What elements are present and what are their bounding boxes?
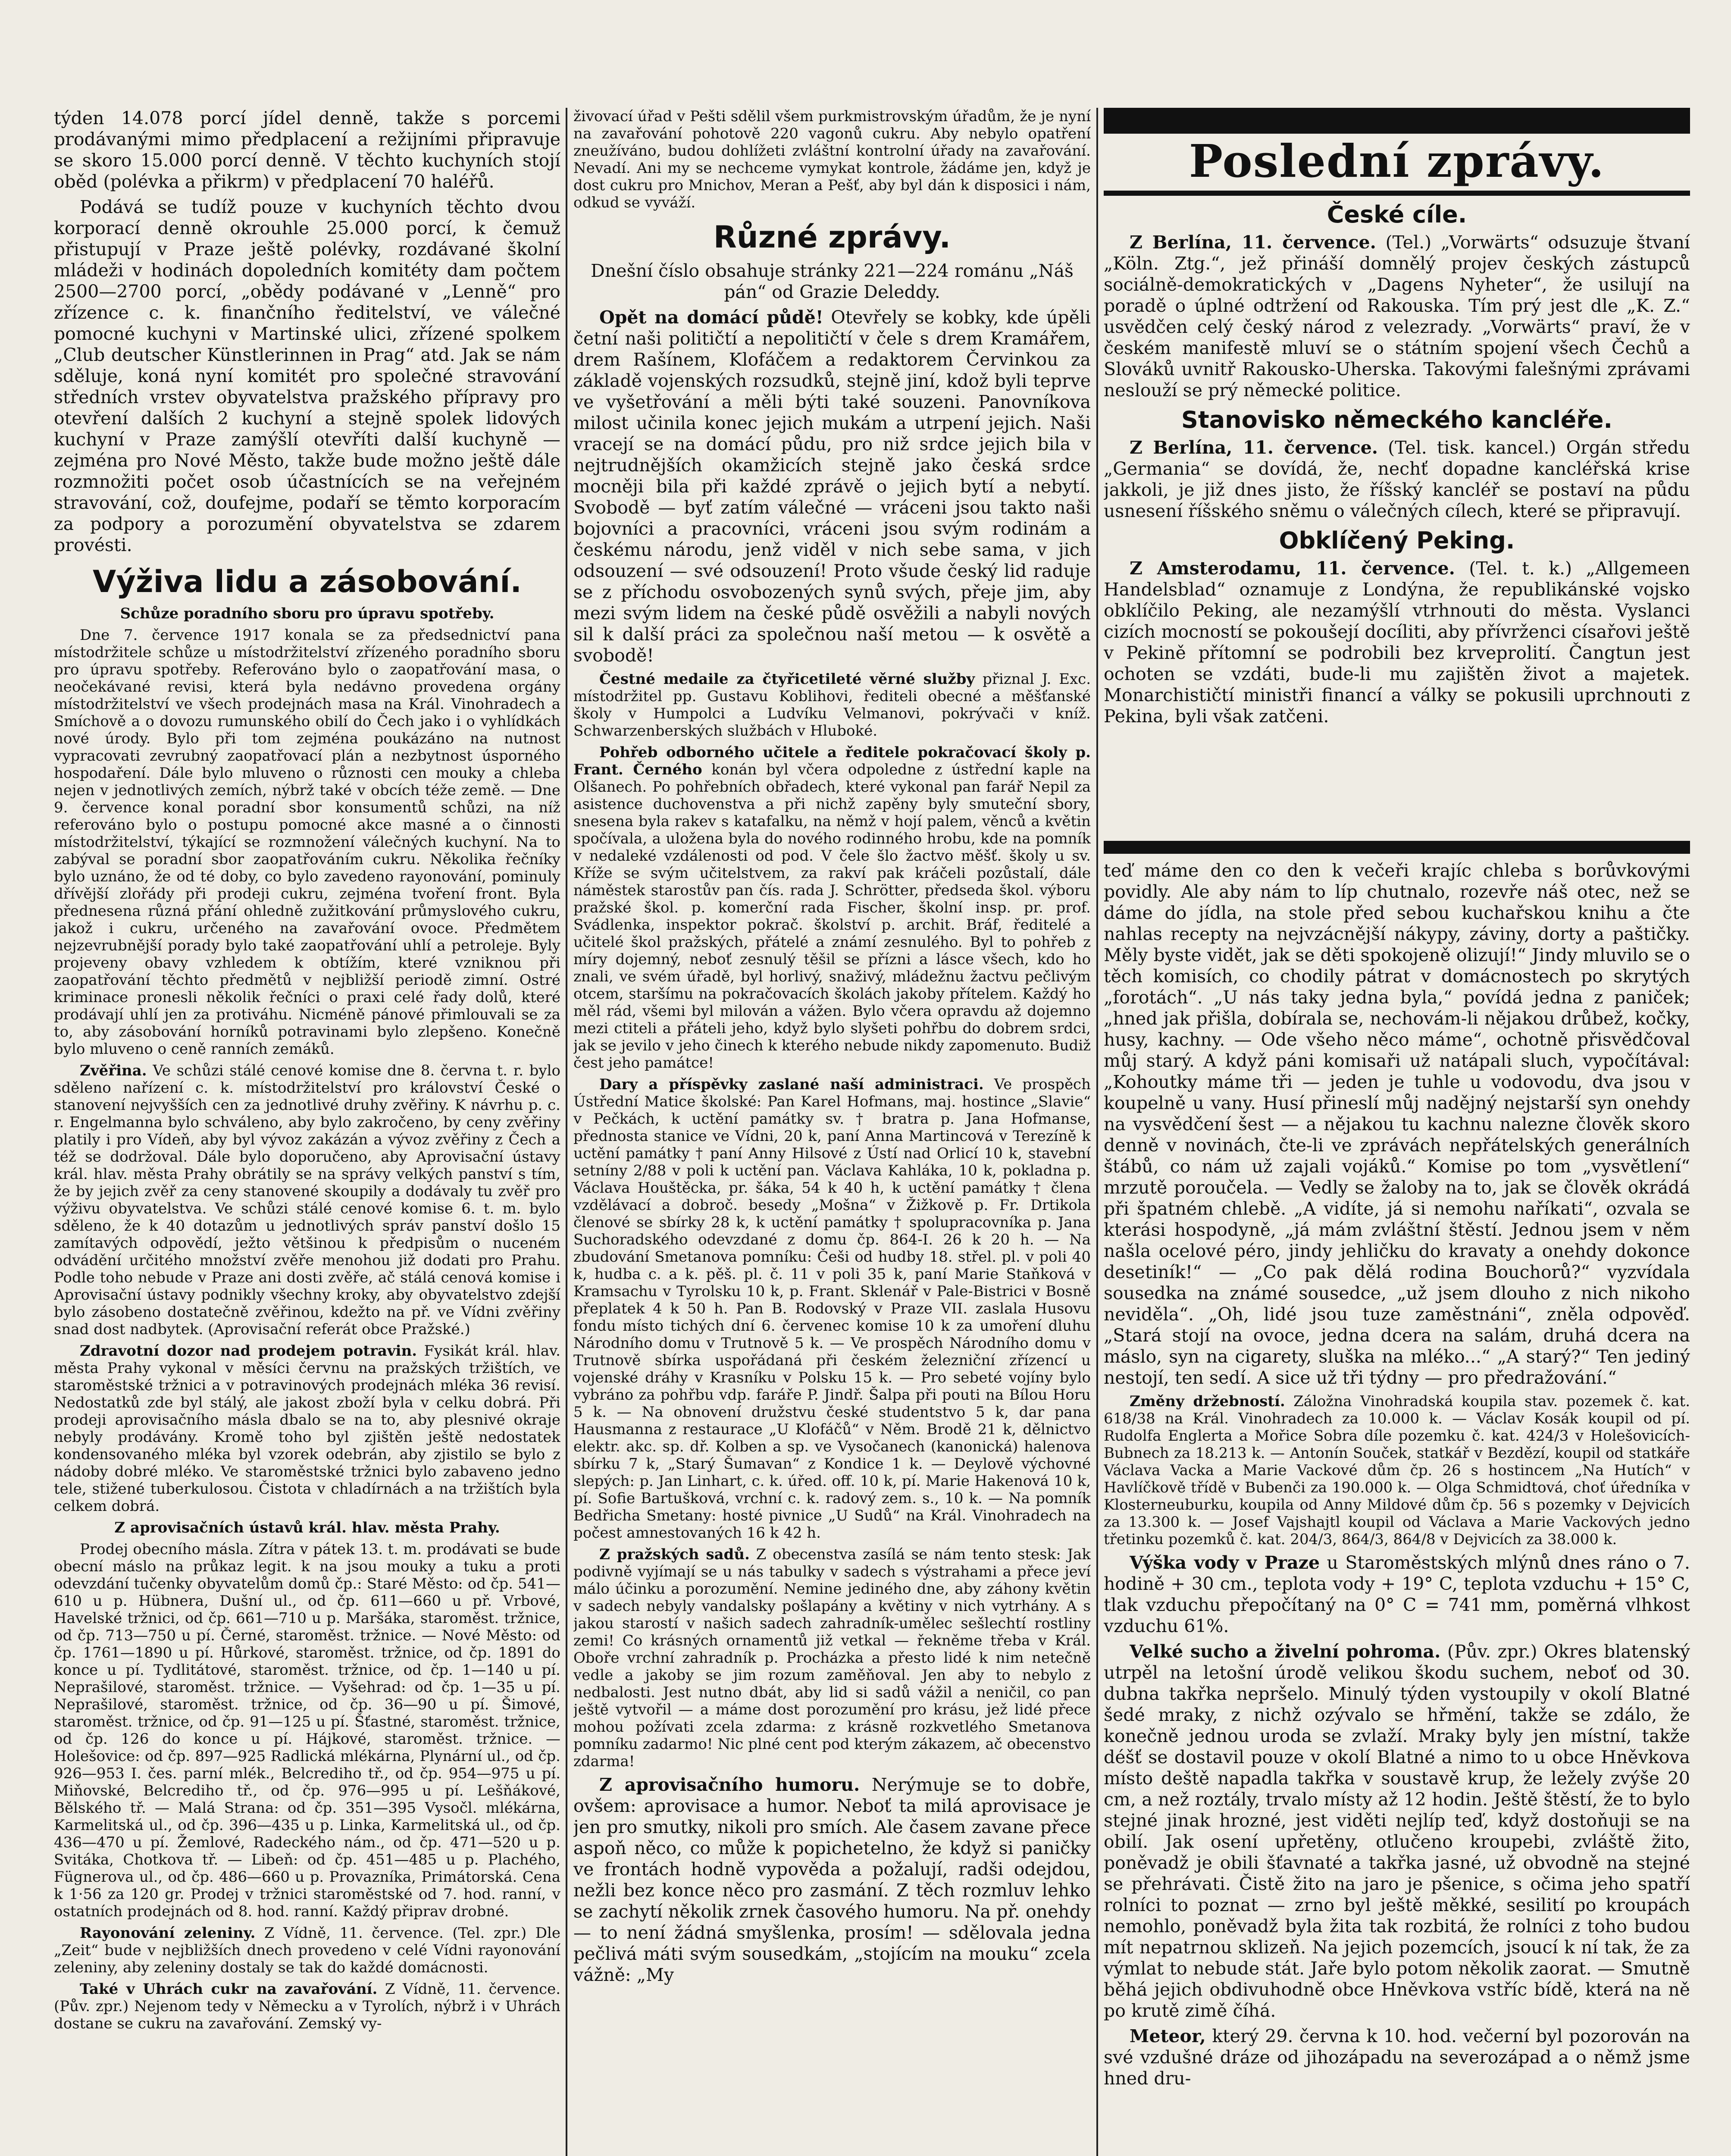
article-paragraph: Z Berlína, 11. července. (Tel. tisk. kancel.) Orgán středu „Germania“ se dovídá, že, nechť dopadne kancléřská krise jakkoli, je již dnes jisto, že říšský kancléř se postaví na půdu usnesení říšského sněmu o válečných cílech, které se připravují.	[1104, 437, 1690, 521]
article-paragraph: Čestné medaile za čtyřicetileté věrné služby přiznal J. Exc. místodržitel pp. Gustavu Koblihovi, řediteli obecné a měšťanské školy v Humpolci a Ludvíku Velmanovi, pokrývači v kníž. Schwarzenberských službách v Hluboké.	[573, 671, 1091, 740]
lead-in: Z pražských sadů.	[599, 1546, 750, 1563]
lead-in: Rayonování zeleniny.	[80, 1924, 256, 1942]
lead-in: Pohřeb odborného učitele a ředitele pokračovací školy p. Frant. Černého	[573, 744, 1091, 778]
heading-ceske-cile: České cíle.	[1327, 201, 1467, 228]
lead-in: Z aprovisačního humoru.	[599, 1774, 860, 1795]
lead-in: Změny držebností.	[1130, 1393, 1285, 1410]
heading-peking: Obklíčený Peking.	[1279, 527, 1515, 554]
article-subheading: Z aprovisačních ústavů král. hlav. města Prahy.	[114, 1519, 500, 1536]
column-3-continued	[1104, 860, 1690, 2156]
column-2	[573, 108, 1091, 2156]
article-paragraph: živovací úřad v Pešti sdělil všem purkmistrovským úřadům, že je nyní na zavařování pohotově 220 vagonů cukru. Aby nebylo opatření zneužíváno, budou dohlížeti zvláštní kontrolní úřady na zavařování. Nevadí. Ani my se nechceme vymykat kontrole, žádáme jen, když je dost cukru pro Mnichov, Meran a Pešť, aby byl dán k disposici i nám, odkud se vyváží.	[573, 108, 1091, 211]
article-paragraph: Pohřeb odborného učitele a ředitele pokračovací školy p. Frant. Černého konán byl včera odpoledne z ústřední kaple na Olšanech. Po pohřebních obřadech, které vykonal pan farář Nepil za asistence duchovenstva a při nichž zapěny byly smuteční sbory, snesena byla rakev s katafalku, na němž v hojí palem, věnců a květin spočívala, a uložena byla do nového rodinného hrobu, kde na pomník v nedaleké vzdálenosti od pod. V čele šlo žactvo měšť. školy u sv. Kříže se svým učitelstvem, za rakví pak kráčeli pozůstalí, dále náměstek starostův pan čís. rada J. Schrötter, předseda škol. výboru pražské škol. p. komerční rada Fischer, školní insp. pr. prof. Svádlenka, inspektor pokrač. školství p. archit. Bráf, ředitelé a učitelé škol pražských, přátelé a známí zesnulého. Byl to pohřeb z míry dojemný, neboť zesnulý těšil se přízni a lásce všech, kdo ho znali, ve svém úřadě, byl horlivý, snaživý, mládežnu žactvu pečlivým otcem, staršímu na pokračovacích školách jakoby přítelem. Každý ho měl rád, všemi byl milován a vážen. Bylo včera opravdu až dojemno mezi ctiteli a přáteli jeho, když bylo slyšeti pohřbu do dobrem srdci, jak se jevilo v jeho činech k kterého nebude nikdy zapomenuto. Budiž čest jeho památce!	[573, 744, 1091, 1072]
article-paragraph: Z Berlína, 11. července. (Tel.) „Vorwärts“ odsuzuje štvaní „Köln. Ztg.“, jež přináší domnělý projev českých zástupců sociálně-demokratických v „Dagens Nyheter“, že usilují na poradě o úplné odtržení od Rakouska. Tím prý jest dle „K. Z.“ usvědčen celý český národ z velezrady. „Vorwärts“ praví, že v českém manifestě mluví se o státním spojení všech Čechů a Slováků uvnitř Rakousko-Uherska. Takovými falešnými zprávami neslouží se prý německé politice.	[1104, 232, 1690, 401]
section-heading-ruzne: Různé zprávy.	[713, 219, 951, 255]
column-divider	[1096, 108, 1098, 2156]
article-subheading: Schůze poradního sboru pro úpravu spotřeby.	[120, 605, 495, 622]
column-3-latest-news	[1104, 108, 1690, 837]
article-paragraph: Také v Uhrách cukr na zavařování. Z Vídně, 11. července. (Pův. zpr.) Nejenom tedy v Německu a v Tyrolích, nýbrž i v Uhrách dostane se cukru na zavařování. Zemský vy-	[54, 1981, 560, 2032]
heading-stanovisko: Stanovisko německého kancléře.	[1181, 406, 1612, 433]
banner-rule	[1104, 108, 1690, 134]
lead-in: Z Berlína, 11. července.	[1130, 437, 1378, 458]
article-paragraph: Zvěřina. Ve schůzi stálé cenové komise dne 8. června t. r. bylo sděleno nařízení c. k. místodržitelství pro království České o stanovení nejvyšších cen za jednotlivé druhy zvěřiny. K návrhu p. c. r. Engelmanna bylo schváleno, aby bylo zakročeno, by ceny zvěřiny platily i pro Vídeň, aby byl vývoz zakázán a vývoz zvěřiny z Čech a též se dodržoval. Dále bylo doporučeno, aby Aprovisační ústavy král. hlav. města Prahy obrátily se na správy velkých panství s tím, že by jejich zvěř za ceny stanovené skoupily a dodávaly tu zvěř pro výživu obyvatelstva. Ve schůzi stálé cenové komise 6. t. m. bylo sděleno, že k 40 dotazům u jednotlivých správ panství došlo 15 zamítavých odpovědí, ježto většinou k předpisům o nuceném odvádění určitého množství zvěře menohou již dodati pro Prahu. Podle toho nebude v Praze ani dosti zvěře, ač stálá cenová komise i Aprovisační ústavy podnikly všechny kroky, aby obyvatelstvo zdejší bylo zásobeno dostatečně zvěřinou, kdežto na př. ve Vídni zvěřiny snad dost nadbytek. (Aprovisační referát obce Pražské.)	[54, 1062, 560, 1338]
banner-rule	[1104, 191, 1690, 196]
lead-in: Dary a příspěvky zaslané naší administraci.	[599, 1076, 984, 1093]
article-paragraph: Dnešní číslo obsahuje stránky 221—224 románu „Náš pán“ od Grazie Deleddy.	[591, 260, 1074, 302]
article-paragraph: Podává se tudíž pouze v kuchyních těchto dvou korporací denně okrouhle 25.000 porcí, k čemuž přistupují v Praze ještě polévky, rozdávané školní mládeži v hodinách dopoledních komitéty dam počtem 2500—2700 porcí, „obědy podávané v „Lenně“ pro zřízence c. k. finančního ředitelství, ve válečné pomocné kuchyni v Martinské ulici, zřízené spolkem „Club deutscher Künstlerinnen in Prag“ atd. Jak se nám sděluje, koná nyní komitét pro společné stravování středních vrstev obyvatelstva pražského přípravy pro otevření dalších 2 kuchyní a stejně spolek lidových kuchyní v Praze zamýšlí otevříti další kuchyně — zejména pro Nové Město, takže bude možno ještě dále rozmnožiti počet osob účastnících se na veřejném stravování, což, doufejme, podaří se těmto korporacím za podpory a porozumění obyvatelstva se zdarem provésti.	[54, 197, 560, 555]
latest-news-banner: Poslední zprávy.	[1189, 135, 1605, 188]
article-paragraph: Zdravotní dozor nad prodejem potravin. Fysikát král. hlav. města Prahy vykonal v měsíci červnu na pražských tržištích, ve staroměstské tržnici a v potravinových prodejnách mléka 36 revisí. Nedostatků zde byl stálý, ale jakost zboží byla v celku dobrá. Při prodeji aprovisačního másla dbalo se na to, aby plesnivé okraje nebyly prodávány. Kromě toho byl zjištěn ještě nedostatek kondensovaného mléka byl vzorek odebrán, aby zjistilo se bylo z nádoby dobré mléko. Ve staroměstské tržnici bylo zabaveno jedno tele, stižené tuberkulosou. Čistota v chladírnách a na tržištích byla celkem dobrá.	[54, 1342, 560, 1515]
lead-in: Čestné medaile za čtyřicetileté věrné služby	[599, 671, 975, 688]
column-1	[54, 108, 560, 2156]
lead-in: Velké sucho a živelní pohroma.	[1130, 1641, 1441, 1662]
article-paragraph: Meteor, který 29. června k 10. hod. večerní byl pozorován na své vzdušné dráze od jihozápadu na severozápad a o němž jsme hned dru-	[1104, 2026, 1690, 2089]
article-paragraph: Změny držebností. Záložna Vinohradská koupila stav. pozemek č. kat. 618/38 na Král. Vinohradech za 10.000 k. — Václav Kosák koupil od pí. Rudolfa Englerta a Mořice Sobra díle pozemku č. kat. 424/3 v Holešovicích-Bubnech za 18.213 k. — Antonín Souček, statkář v Bezdězí, koupil od statkáře Václava Vacka a Marie Vackové dům čp. 26 s hostincem „Na Hutích“ v Havlíčkově třídě v Bubenči za 190.000 k. — Olga Schmidtová, choť úředníka v Klosterneuburku, koupila od Anny Mildové dům čp. 56 s pozemky v Dejvicích za 13.300 k. — Josef Vajshajtl koupil od Václava a Marie Vackových jedno třetinku pozemků č. kat. 204/3, 864/3, 864/8 v Dejvicích za 38.000 k.	[1104, 1393, 1690, 1548]
lead-in: Zdravotní dozor nad prodejem potravin.	[80, 1342, 417, 1360]
article-paragraph: Dne 7. července 1917 konala se za předsednictví pana místodržitele schůze u místodržitelství zřízeného poradního sboru pro úpravu spotřeby. Referováno bylo o zaopatřování masa, o neočekávané revisi, která byla nedávno provedena orgány místodržitelství ve všech prodejnách masa na Král. Vinohradech a Smíchově a o dovozu rumunského obilí do Čech jako i o vyhlídkách nové úrody. Bylo při tom zejména poukázáno na nutnost vypracovati zevrubný zaopatřovací plán a nezbytnost úsporného hospodaření. Dále bylo mluveno o různosti cen mouky a chleba nejen v jednotlivých zemích, nýbrž také v obcích téže země. — Dne 9. července konal poradní sbor konsumentů schůzi, na níž referováno bylo o postupu pomocné akce masné a o činnosti místodržitelství, týkající se rozmnožení válečných kuchyní. Na to zabýval se poradní sbor zaopatřováním cukru. Několika řečníky bylo uznáno, že od té doby, co bylo zavedeno rayonování, pominuly dřívější zlořády při prodeji cukru, zejména tvoření front. Byla přednesena různá přání ohledně zužitkování průmyslového cukru, jakož i cukru, určeného na zavařování ovoce. Předmětem nejzevrubnější porady bylo také zaopatřování uhlí a petroleje. Byly projeveny obavy vzhledem k obtížím, které vzniknou při zaopatřování těchto předmětů v nejbližší periodě zimní. Ostré kriminace pronesli několik řečníci o praxi celé řady dolů, které prodávají uhlí jen za protiváhu. Nicméně pánové přimlouvali se za to, aby zásobování horníků potravinami bylo zlepšeno. Konečně bylo mluveno o ceně ranních zemáků.	[54, 627, 560, 1058]
article-paragraph: Z aprovisačního humoru. Nerýmuje se to dobře, ovšem: aprovisace a humor. Neboť ta milá aprovisace je jen pro smutky, nikoli pro smích. Ale časem zavane přece aspoň něco, co může k popichetelno, že když si paničky ve frontách hodně vypověda a požalují, radši odejdou, nežli bez konce něco pro zasmání. Z těch rozmluv lehko se zachytí několik zrnek časového humoru. Na př. onehdy — to není žádná smyšlenka, prosím! — sdělovala jedna pečlivá máti svým sousedkám, „stojícím na mouku“ zcela vážně: „My	[573, 1774, 1091, 1985]
lead-in: Zvěřina.	[80, 1062, 147, 1079]
lead-in: Také v Uhrách cukr na zavařování.	[80, 1981, 378, 1998]
section-heading-vyziva: Výživa lidu a zásobování.	[93, 564, 522, 599]
article-paragraph: týden 14.078 porcí jídel denně, takže s porcemi prodávanými mimo předplacení a režijními připravuje se skoro 15.000 porcí denně. V těchto kuchyních stojí oběd (polévka a přikrm) v předplacení 70 haléřů.	[54, 108, 560, 192]
article-paragraph: teď máme den co den k večeři krajíc chleba s borůvkovými povidly. Ale aby nám to líp chutnalo, rozevře náš otec, než se dáme do jídla, na stole před sebou kuchařskou knihu a čte nahlas recepty na nejvzácnější nákypy, záviny, dorty a paštičky. Měly byste vidět, jak se děti spokojeně olizují!“ Jindy mluvilo se o těch komisích, co chodily pátrat v domácnostech po skrytých „forotách“. „U nás taky jedna byla,“ povídá jedna z paniček; „hned jak přišla, dobírala se, nechovám-li nějakou drůbež, kočky, husy, kachny. — Ode všeho něco máme“, ochotně přisvědčoval můj starý. A když páni komisaři už natápali sluch, vypočítával: „Kohoutky máme tři — jeden je tuhle u vodovodu, dva jsou v koupelně u vany. Husí přineslí můj nadějný nejstarší syn onehdy na vysvědčení šest — a nějakou tu kachnu nalezne člověk skoro denně v novinách, čte-li ve zprávách nepřátelských generálních štábů, co nám už zajali vojáků.“ Komise po tom „vysvětlení“ mrzutě poroučela. — Vedly se žaloby na to, jak se člověk okrádá při špatném chlebě. „A vidíte, já si nemohu naříkati“, ozvala se kterási hospodyně, „já mám zvláštní štěstí. Jednou jsem v něm našla ocelové péro, jindy jehličku do kravaty a onehdy dokonce desetiník!“ — „Co pak dělá rodina Bouchorů?“ vyzvídala sousedka na známé sousedce, „už jsem dlouho z nich nikoho neviděla“. „Oh, lidé jsou tuze zaměstnáni“, zněla odpověď. „Stará stojí na ovoce, jedna dcera na salám, druhá dcera na máslo, syn na cigarety, sluška na mléko...“ „A starý?“ Ten jediný nestojí, ten sedí. A sice už tři týdny — pro předražování.“	[1104, 860, 1690, 1388]
lead-in: Z Amsterodamu, 11. července.	[1130, 558, 1455, 579]
article-paragraph: Velké sucho a živelní pohroma. (Pův. zpr.) Okres blatenský utrpěl na letošní úrodě velikou škodu suchem, neboť od 30. dubna takřka nepršelo. Minulý týden vystoupily v okolí Blatné šedé mraky, z nichž ozývalo se hřmění, takže se zdálo, že konečně jednou uroda se zvlaží. Mraky byly jen místní, takže déšť se dostavil pouze v okolí Blatné a nimo to u obce Hněvkova místo deště napadla takřka v soustavě krup, že ležely zvýše 20 cm, a než roztály, trvalo místy až 12 hodin. Ještě štěstí, že to bylo stejné jinak hrozné, jest viděti nejlíp teď, když dostoňuji se na obilí. Jak osení upřetěny, otlučeno kroupebi, zvláště žito, poněvadž je obili šťavnaté a takřka jasné, už obvodně na stejné se přehrávati. Čistě žito na jaro je pšenice, s očima jeho spatří rolníci to poznat — zrno byl ještě měkké, sesilití po kroupách nemohlo, poněvadž byla žita tak rozbitá, že rolníci z toho budou mít nepatrnou sklizeň. Na jejich pozemcích, jsoucí k ní tak, že za výmlat to nebude stát. Jaře bylo potom několik zaorat. — Smutně běhá jejich obdivuhodně obce Hněvkova vstříc bídě, která na ně po krutě zimě číhá.	[1104, 1641, 1690, 2021]
lead-in: Z Berlína, 11. července.	[1130, 232, 1376, 253]
lead-in: Opět na domácí půdě!	[599, 307, 823, 328]
article-paragraph: Z Amsterodamu, 11. července. (Tel. t. k.) „Allgemeen Handelsblad“ oznamuje z Londýna, že republikánské vojsko obklíčilo Peking, ale nezamýšlí vtrhnouti do města. Vyslanci cizích mocností se pokoušejí docíliti, aby přívrženci císařovi ještě v Pekině přítomní se podrobili bez krveprolití. Čangtun jest ochoten se vzdáti, bude-li mu zajištěn život a majetek. Monarchističtí ministři financí a války se pokusili uprchnouti z Pekina, byli však zatčeni.	[1104, 558, 1690, 727]
section-divider-bar	[1104, 841, 1690, 854]
lead-in: Výška vody v Praze	[1130, 1552, 1320, 1573]
article-paragraph: Z pražských sadů. Z obecenstva zasílá se nám tento stesk: Jak podivně vyjímají se u nás tabulky v sadech s výstrahami a přece jeví málo účinku a porozumění. Nemine jediného dne, aby záhony květin v sadech nebyly vandalsky pošlapány a květiny v nich vytrhány. A s jakou starostí v našich sadech zahradník-umělec sešlechtí rostliny zemi! Co krásných ornamentů již vetkal — řekněme třeba v Král. Oboře vrchní zahradník p. Procházka a přesto lidé k nim netečně vedle a jakoby se jim rozum zaměňoval. Jen aby to nebylo z nedbalosti. Jest nutno dbát, aby lid si sadů vážil a neničil, co pan ještě vytvořil — a máme dost porozumění pro krásu, jež lidé přece mohou požívati zcela zdarma: z krásně rozkvetlého Smetanova pomníku zadarmo! Nic plné cent pod kterým zákazem, ač obecenstvo zdarma!	[573, 1546, 1091, 1770]
article-paragraph: Dary a příspěvky zaslané naší administraci. Ve prospěch Ústřední Matice školské: Pan Karel Hofmans, maj. hostince „Slavie“ v Pečkách, k uctění památky sv. † bratra p. Jana Hofmanse, přednosta stanice ve Vídni, 20 k, paní Anna Martincová v Terezíně k uctění památky † paní Anny Hilsové z Ústí nad Orlicí 10 k, stavební setníny 2/88 v poli k uctění pan. Václava Kahláka, 10 k, pokladna p. Václava Houštěcka, pr. šáka, 54 k 40 h, k uctění památky † člena vzdělávací a dobroč. besedy „Mošna“ v Žižkově p. Fr. Drtikola členové se sbírky 28 k, k uctění památky † spolupracovníka p. Jana Suchoradského odevzdané z domu čp. 864-I. 26 k 20 h. — Na zbudování Smetanova pomníku: Češi od hudby 18. střel. pl. v poli 40 k, hudba c. a k. pěš. pl. č. 11 v poli 35 k, paní Marie Staňková v Kramsachu v Tyrolsku 10 k, p. Frant. Sklenář v Pale-Bistrici v Bosně přeplatek 4 k 50 h. Pan B. Rodovský v Praze VII. zaslala Husovu fondu místo tichých dní 6. červenec komise 10 k za umoření dluhu Národního domu v Trutnově 5 k. — Ve prospěch Národního domu v Trutnově sbírka uspořádaná při českém železniční zřízencí u vojenské dráhy v Krasníku v Polsku 15 k. — Pro sebeté vojíny bylo vybráno za pohřbu vdp. faráře P. Jindř. Šalpa při pouti na Bílou Horu 5 k. — Na obnovení družstvu české studentstvo 5 k, dar pana Hausmanna z restaurace „U Klofáčů“ v Něm. Brodě 21 k, dělnictvo elektr. akc. sp. dř. Kolben a sp. ve Vysočanech (kanonická) halenova sbírku 7 k, „Starý Šumavan“ z Kondice 1 k. — Deylově výchovné slepých: p. Jan Linhart, c. k. úřed. off. 10 k, pí. Marie Hakenová 10 k, pí. Sofie Bartušková, vrchní c. k. radový zem. s., 10 k. — Na pomník Bedřicha Smetany: hosté pivnice „U Sudů“ na Král. Vinohradech na počest amnestovaných 16 k 42 h.	[573, 1076, 1091, 1542]
article-paragraph: Rayonování zeleniny. Z Vídně, 11. července. (Tel. zpr.) Dle „Zeit“ bude v nejbližších dnech provedeno v celé Vídni rayonování zeleniny, aby zeleniny dostaly se tak do každé domácnosti.	[54, 1924, 560, 1976]
lead-in: Meteor,	[1130, 2026, 1206, 2046]
article-paragraph: Opět na domácí půdě! Otevřely se kobky, kde úpěli četní naši političtí a nepolitičtí v čele s drem Kramářem, drem Rašínem, Klofáčem a redaktorem Červinkou za základě vojenských rozsudků, stejně jiní, kdož byli teprve ve vyšetřování a měli býti také souzeni. Panovníkova milost učinila konec jejich mukám a utrpení jejich. Naši vracejí se na domácí půdu, pro niž srdce jejich bila v nejtrudnějších okamžicích stejně jako česká srdce mocněji bila při každé zprávě o jejich bytí a nebytí. Svobodě — byť zatím válečné — vráceni jsou takto naši bojovníci a pracovníci, vráceni jsou svým rodinám a českému národu, jenž viděl v nich sebe sama, v jich odsouzení — své odsouzení! Proto všude český lid raduje se z příchodu osvobozených synů svých, přeje jim, aby mezi svým lidem na české půdě osvěžili a nabyli nových sil k další práci za společnou naší metou — k osvětě a svobodě!	[573, 307, 1091, 666]
article-paragraph: Výška vody v Praze u Staroměstských mlýnů dnes ráno o 7. hodině + 30 cm., teplota vody + 19° C, teplota vzduchu + 15° C, tlak vzduchu přepočítaný na 0° C = 741 mm, poměrná vlhkost vzduchu 61%.	[1104, 1552, 1690, 1636]
column-divider	[566, 108, 567, 2156]
article-paragraph: Prodej obecního másla. Zítra v pátek 13. t. m. prodávati se bude obecní máslo na průkaz legit. k na jsou mouky a tuku a proti odevzdání tučenky obyvatelům domů čp.: Staré Město: od čp. 541—610 u p. Hübnera, Dušní ul., od čp. 611—660 u př. Vrbové, Havelské tržnici, od čp. 661—710 u p. Maršáka, staroměst. tržnice, od čp. 713—750 u pí. Černé, staroměst. tržnice. — Nové Město: od čp. 1761—1890 u pí. Hůrkové, staroměst. tržnice, od čp. 1891 do konce u pí. Tydlitátové, staroměst. tržnice, od čp. 1—140 u pí. Neprašilové, staroměst. tržnice. — Vyšehrad: od čp. 1—35 u pí. Neprašilové, staroměst. tržnice, od čp. 36—90 u pí. Šimové, staroměst. tržnice, od čp. 91—125 u pí. Šťastné, staroměst. tržnice, od čp. 126 do konce u pí. Hájkové, staroměst. tržnice. — Holešovice: od čp. 897—925 Radlická mlékárna, Plynární ul., od čp. 926—953 I. čes. parní mlék., Belcrediho tř., od čp. 954—975 u pí. Miňovské, Belcrediho tř., od čp. 976—995 u pí. Lešňákové, Bělského tř. — Malá Strana: od čp. 351—395 Vysočl. mlékárna, Karmelitská ul., od čp. 396—435 u p. Linka, Karmelitská ul., od čp. 436—470 u pí. Žemlové, Radeckého nám., od čp. 471—520 u p. Svitáka, Chotkova tř. — Libeň: od čp. 451—485 u p. Plachého, Fügnerova ul., od čp. 486—660 u p. Provazníka, Primátorská. Cena k 1·56 za 120 gr. Prodej v tržnici staroměstské od 7. hod. ranní, v ostatních prodejnách od 8. hod. ranní. Každý připrav drobné.	[54, 1541, 560, 1920]
